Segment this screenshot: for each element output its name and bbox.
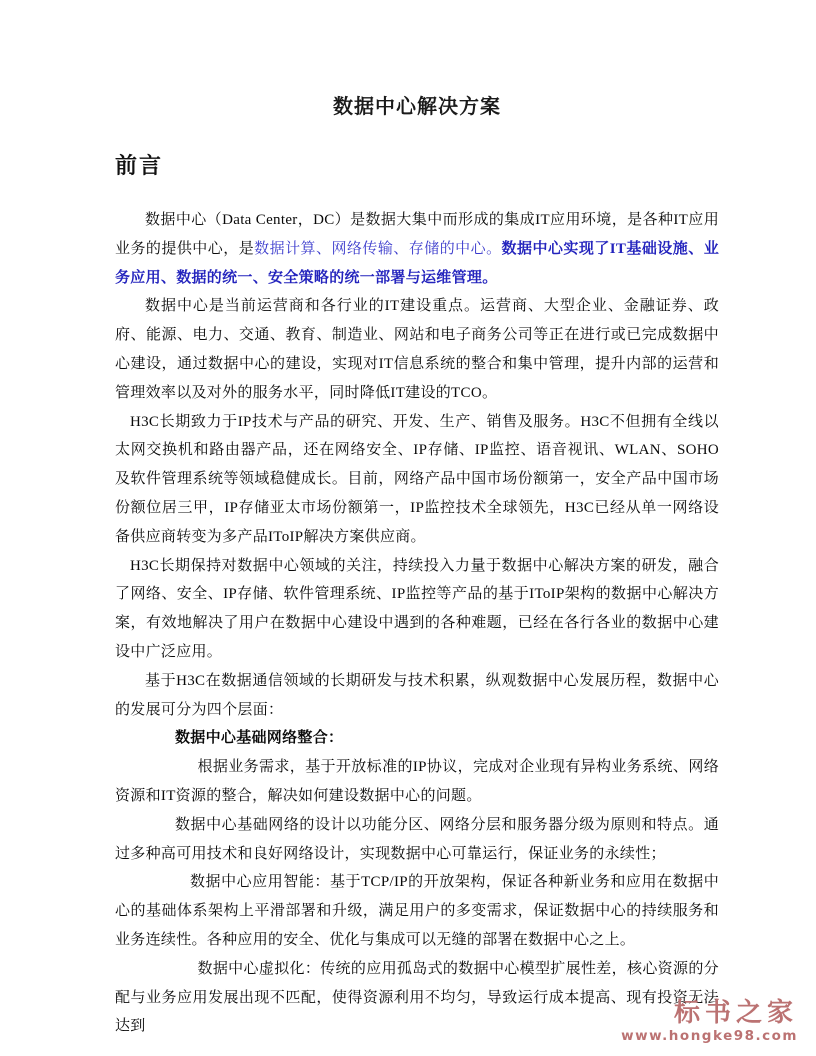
section-heading-foreword: 前言	[115, 154, 164, 179]
paragraph-virtualization: 数据中心虚拟化：传统的应用孤岛式的数据中心模型扩展性差，核心资源的分配与业务应用发展出现不匹配，使得资源利用不均匀，导致运行成本提高、现有投资无法达到	[115, 960, 719, 1035]
paragraph-h3c-datacenter-focus: H3C长期保持对数据中心领域的关注，持续投入力量于数据中心解决方案的研发，融合了网络、安全、IP存储、软件管理系统、IP监控等产品的基于IToIP架构的数据中心解决方案，有效地解决了用户在数据中心建设中遇到的各种难题，已经在各行各业的数据中心建设中广泛应用。	[115, 557, 719, 660]
paragraph-industry-construction: 数据中心是当前运营商和各行业的IT建设重点。运营商、大型企业、金融证券、政府、能源、电力、交通、教育、制造业、网站和电子商务公司等正在进行或已完成数据中心建设，通过数据中心的建设，实现对IT信息系统的整合和集中管理，提升内部的运营和管理效率以及对外的服务水平，同时降低IT建设的TCO。	[115, 298, 719, 401]
text-run-blue: 数据计算、网络传输、存储的中心。	[254, 240, 502, 257]
paragraph-datacenter-definition	[115, 206, 719, 292]
paragraph-application-intelligence: 数据中心应用智能：基于TCP/IP的开放架构，保证各种新业务和应用在数据中心的基础体系架构上平滑部署和升级，满足用户的多变需求，保证数据中心的持续服务和业务连续性。各种应用的安全、优化与集成可以无缝的部署在数据中心之上。	[115, 874, 719, 948]
text-run-normal: 数据中心（Data Center，DC）是数据大集中而形成的集成IT应用环境，是各种IT应用业务的提供中心，是	[115, 212, 719, 257]
paragraph-four-levels: 基于H3C在数据通信领域的长期研发与技术积累，纵观数据中心发展历程，数据中心的发展可分为四个层面：	[115, 672, 719, 718]
paragraph-integration-requirement: 根据业务需求，基于开放标准的IP协议，完成对企业现有异构业务系统、网络资源和IT资源的整合，解决如何建设数据中心的问题。	[115, 759, 719, 804]
text-run-blue-bold: 数据中心实现了IT基础设施、业务应用、数据的统一、安全策略的统一部署与运维管理。	[115, 240, 719, 286]
watermark	[621, 999, 798, 1044]
watermark-url: www.hongke98.com	[621, 1028, 798, 1045]
document-title: 数据中心解决方案	[333, 94, 501, 118]
subsection-heading-network-integration: 数据中心基础网络整合：	[175, 730, 344, 747]
paragraph-h3c-company-intro: H3C长期致力于IP技术与产品的研究、开发、生产、销售及服务。H3C不但拥有全线以太网交换机和路由器产品，还在网络安全、IP存储、IP监控、语音视讯、WLAN、SOHO及软件管理系统等领域稳健成长。目前，网络产品中国市场份额第一，安全产品中国市场份额位居三甲，IP存储亚太市场份额第一，IP监控技术全球领先，H3C已经从单一网络设备供应商转变为多产品IToIP解决方案供应商。	[115, 413, 719, 545]
paragraph-network-design-principles: 数据中心基础网络的设计以功能分区、网络分层和服务器分级为原则和特点。通过多种高可用技术和良好网络设计，实现数据中心可靠运行，保证业务的永续性；	[115, 816, 719, 862]
watermark-brand: 标书之家	[673, 997, 798, 1028]
